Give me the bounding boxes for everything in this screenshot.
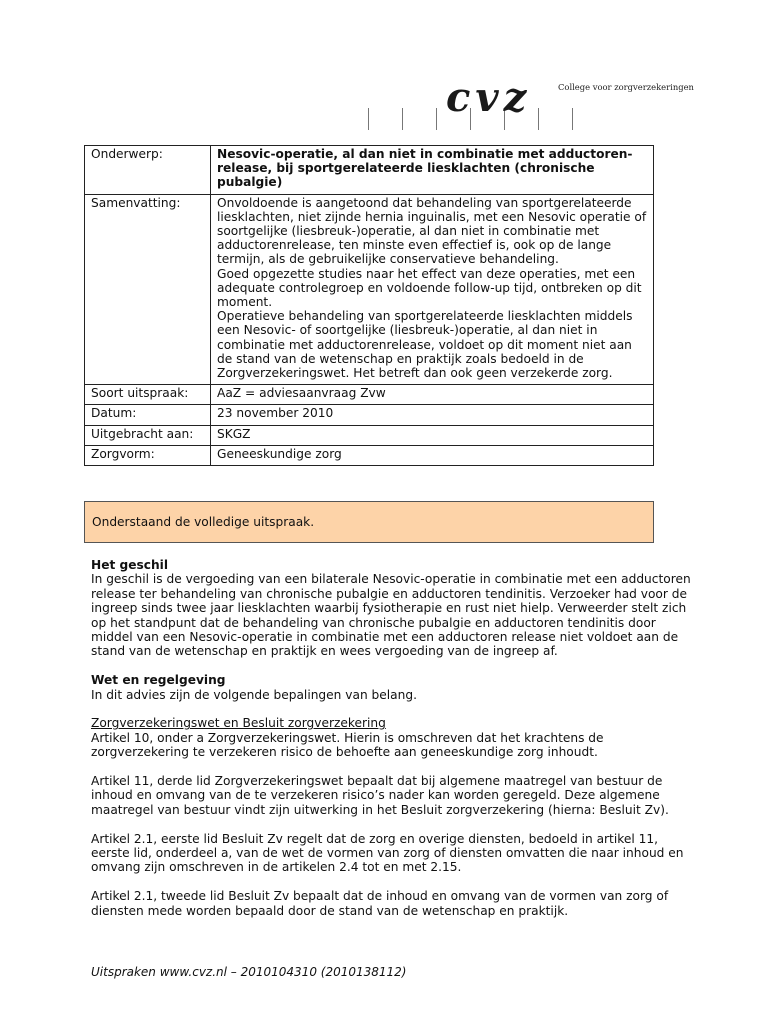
samenvatting-label: Samenvatting: [85,194,211,385]
logo-bar [538,108,539,130]
wet-intro: In dit advies zijn de volgende bepalingen van belang. [91,687,417,702]
geschil-paragraph: In geschil is de vergoeding van een bilaterale Nesovic-operatie in combinatie met een adductoren release ter behandeling van chronische pubalgie en adductoren tendinitis. Verzoeker had voor de ingreep sinds twee jaar liesklachten waarbij fysiotherapie en rust niet hielp. Verweerder stelt zich op het standpunt dat de behandeling van chronische pubalgie en adductoren tendinitis door middel van een Nesovic-operatie in combinatie met een adductoren release niet voldoet aan de stand van de wetenschap en praktijk en wees vergoeding van de ingreep af. [91,572,691,659]
samenvatting-paragraph: Operatieve behandeling van sportgerelateerde liesklachten middels een Nesovic- of soortgelijke (liesbreuk-)operatie, al dan niet in combinatie met adductorenrelease, voldoet op dit moment niet aan de stand van de wetenschap en praktijk zoals bedoeld in de Zorgverzekeringswet. Het betreft dan ook geen verzekerde zorg. [217,309,633,381]
ruling-body [91,558,691,932]
full-ruling-banner: Onderstaand de volledige uitspraak. [84,501,654,543]
logo-wordmark: cvz [446,74,532,121]
wet-heading: Wet en regelgeving [91,673,226,688]
logo-bar [368,108,369,130]
table-row-soort [85,385,654,405]
table-row-uitgebracht [85,425,654,445]
datum-value: 23 november 2010 [211,405,654,425]
logo-bar [402,108,403,130]
cvz-logo [366,74,694,132]
samenvatting-value [211,194,654,385]
artikel-2-1-lid-2-paragraph: Artikel 2.1, tweede lid Besluit Zv bepaalt dat de inhoud en omvang van de vormen van zorg of diensten mede worden bepaald door de stand van de wetenschap en praktijk. [91,889,669,918]
onderwerp-value: Nesovic-operatie, al dan niet in combinatie met adductoren-release, bij sportgerelateerde liesklachten (chronische pubalgie) [211,146,654,195]
logo-bar [436,108,437,130]
logo-subtitle: College voor zorgverzekeringen [558,82,694,92]
logo-bar [572,108,573,130]
artikel-11-paragraph: Artikel 11, derde lid Zorgverzekeringswet bepaalt dat bij algemene maatregel van bestuur de inhoud en omvang van de te verzekeren risico’s nader kan worden geregeld. Deze algemene maatregel van bestuur vindt zijn uitwerking in het Besluit zorgverzekering (hierna: Besluit Zv). [91,774,669,817]
onderwerp-label: Onderwerp: [85,146,211,195]
samenvatting-paragraph: Goed opgezette studies naar het effect van deze operaties, met een adequate controlegroep en voldoende follow-up tijd, ontbreken op dit moment. [217,266,642,310]
zorgvorm-value: Geneeskundige zorg [211,445,654,465]
table-row-datum [85,405,654,425]
soort-value: AaZ = adviesaanvraag Zvw [211,385,654,405]
summary-table [84,145,654,466]
page-footer: Uitspraken www.cvz.nl – 2010104310 (2010138112) [91,965,407,979]
datum-label: Datum: [85,405,211,425]
table-row-onderwerp [85,146,654,195]
soort-label: Soort uitspraak: [85,385,211,405]
table-row-samenvatting [85,194,654,385]
zvw-subheading: Zorgverzekeringswet en Besluit zorgverzekering [91,716,386,731]
geschil-heading: Het geschil [91,558,169,572]
uitgebracht-label: Uitgebracht aan: [85,425,211,445]
zorgvorm-label: Zorgvorm: [85,445,211,465]
artikel-10-paragraph: Artikel 10, onder a Zorgverzekeringswet. Hierin is omschreven dat het krachtens de zorgverzekering te verzekeren risico de behoefte aan geneeskundige zorg inhoudt. [91,730,604,760]
table-row-zorgvorm [85,445,654,465]
artikel-2-1-lid-1-paragraph: Artikel 2.1, eerste lid Besluit Zv regelt dat de zorg en overige diensten, bedoeld in artikel 11, eerste lid, onderdeel a, van de wet de vormen van zorg of diensten omvatten die naar inhoud en omvang zijn omschreven in de artikelen 2.4 tot en met 2.15. [91,831,684,875]
uitgebracht-value: SKGZ [211,425,654,445]
samenvatting-paragraph: Onvoldoende is aangetoond dat behandeling van sportgerelateerde liesklachten, niet zijnde hernia inguinalis, met een Nesovic operatie of soortgelijke (liesbreuk-)operatie, al dan niet in combinatie met adductorenrelease, ten minste even effectief is, ook op de lange termijn, als de gebruikelijke conservatieve behandeling. [217,195,647,267]
